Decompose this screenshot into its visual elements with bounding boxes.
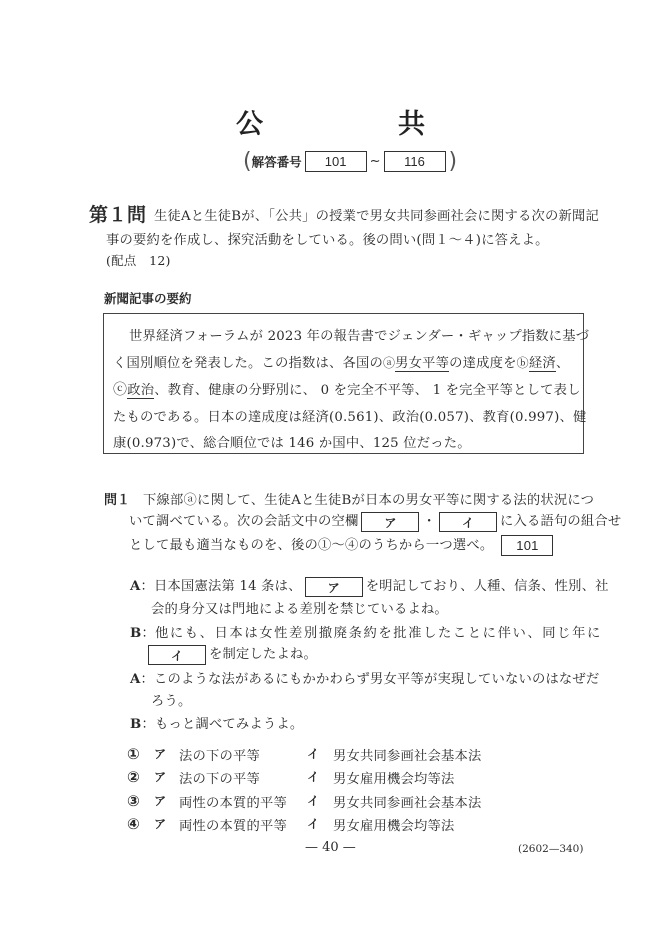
choice-number: ① <box>127 745 140 763</box>
choice-i-text: 男女雇用機会均等法 <box>333 819 455 834</box>
subquestion-label: 問１ <box>104 493 131 508</box>
summary-line-4: たものである。日本の達成度は経済(0.561)、政治(0.057)、教育(0.997)、健 <box>113 410 587 425</box>
choice-i-text: 男女雇用機会均等法 <box>333 772 455 787</box>
choice-a-label: ア <box>154 817 167 831</box>
dialogue-blank-a: ア <box>305 577 363 597</box>
summary-text: 、 <box>555 356 570 371</box>
summary-line-2 <box>113 352 569 371</box>
choice-1[interactable] <box>127 745 482 764</box>
sub-text: いて調べている。次の会話文中の空欄 <box>129 514 359 529</box>
dialogue-text: このような法があるにもかかわらず男女平等が実現していないのはなぜだ <box>154 672 600 687</box>
summary-heading: 新聞記事の要約 <box>104 291 192 306</box>
choice-4[interactable] <box>127 815 455 834</box>
sub-line-3 <box>129 534 556 556</box>
dialogue-blank-i: イ <box>148 645 206 665</box>
mark-c: ⓒ <box>113 382 128 398</box>
speaker-colon: ： <box>141 717 155 732</box>
separator-dot: ・ <box>422 514 436 529</box>
summary-line-5: 康(0.973)で、総合順位では 146 か国中、125 位だった。 <box>113 436 471 451</box>
title-char-1: 公 <box>236 109 263 140</box>
answer-start-box: 101 <box>305 151 367 172</box>
dialogue-line-1 <box>130 575 609 597</box>
dialogue-line-4 <box>130 713 303 732</box>
choice-number: ② <box>127 768 140 786</box>
sub-line-1: 下線部ⓐに関して、生徒Aと生徒Bが日本の男女平等に関する法的状況につ <box>143 493 595 508</box>
speaker-colon: ： <box>140 579 155 594</box>
choice-a-label: ア <box>154 794 167 808</box>
paren-open: ( <box>243 149 252 174</box>
answer-range <box>243 149 457 174</box>
intro-line-2: 事の要約を作成し、探究活動をしている。後の問い(問１～４)に答えよ。 <box>106 233 549 248</box>
summary-text: の達成度を <box>449 356 517 371</box>
sub-line-2 <box>129 510 621 532</box>
page-number: — 40 — <box>305 840 356 855</box>
question-heading: 第１問 <box>89 204 147 226</box>
choice-i-text: 男女共同参画社会基本法 <box>333 796 482 811</box>
summary-line-1: 世界経済フォーラムが 2023 年の報告書でジェンダー・ギャップ指数に基づ <box>129 329 590 344</box>
answer-end-box: 116 <box>384 151 446 172</box>
dialogue-text: を制定したよね。 <box>209 647 317 662</box>
speaker-colon: ： <box>140 672 155 687</box>
choice-i-text: 男女共同参画社会基本法 <box>333 749 482 764</box>
dialogue-text: 他にも、日本は女性差別撤廃条約を批准したことに伴い、同じ年に <box>154 626 602 641</box>
answer-tilde: ~ <box>369 154 381 169</box>
mark-a: ⓐ <box>382 356 396 370</box>
choice-i-label: イ <box>307 794 320 808</box>
dialogue-text: もっと調べてみようよ。 <box>154 717 304 732</box>
dialogue-cont-3: ろう。 <box>151 694 192 709</box>
blank-i: イ <box>439 512 497 532</box>
choice-i-label: イ <box>307 770 320 784</box>
choice-i-label: イ <box>307 817 320 831</box>
speaker-a: A <box>130 579 141 594</box>
dialogue-line-3 <box>130 668 599 687</box>
summary-line-3 <box>113 379 581 399</box>
underline-c: 政治 <box>127 383 155 398</box>
speaker-a: A <box>130 672 141 687</box>
choice-number: ④ <box>127 815 140 833</box>
choice-a-text: 両性の本質的平等 <box>179 796 287 811</box>
speaker-colon: ： <box>141 626 155 641</box>
choice-2[interactable] <box>127 768 455 787</box>
sub-text: として最も適当なものを、後の①～④のうちから一つ選べ。 <box>129 538 494 553</box>
choice-a-label: ア <box>154 747 167 761</box>
dialogue-cont-1: 会的身分又は門地による差別を禁じているよね。 <box>151 602 448 617</box>
choice-number: ③ <box>127 792 140 810</box>
intro-line-1: 生徒Aと生徒Bが、「公共」の授業で男女共同参画社会に関する次の新聞記 <box>154 209 600 224</box>
underline-a: 男女平等 <box>395 356 450 371</box>
blank-a: ア <box>361 512 419 532</box>
choice-3[interactable] <box>127 792 482 811</box>
title-char-2: 共 <box>398 109 425 140</box>
dialogue-cont-2 <box>148 643 317 665</box>
dialogue-text: を明記しており、人種、信条、性別、社 <box>365 579 609 594</box>
answer-label: 解答番号 <box>251 154 302 170</box>
speaker-b: B <box>130 626 142 641</box>
underline-b: 経済 <box>528 356 556 371</box>
summary-text: く国別順位を発表した。この指数は、各国の <box>113 356 383 371</box>
dialogue-line-2 <box>130 622 602 641</box>
choice-a-text: 両性の本質的平等 <box>179 819 287 834</box>
paren-close: ) <box>448 149 458 174</box>
points: (配点 12) <box>106 253 171 268</box>
answer-box-101: 101 <box>501 535 553 556</box>
choice-a-text: 法の下の平等 <box>179 749 260 764</box>
exam-code: (2602—340) <box>518 843 584 855</box>
choice-i-label: イ <box>307 747 320 761</box>
choice-a-text: 法の下の平等 <box>179 772 260 787</box>
sub-text: に入る語句の組合せ <box>499 514 622 529</box>
summary-text: 、教育、健康の分野別に、 0 を完全不平等、 1 を完全平等として表し <box>154 383 581 398</box>
mark-b: ⓑ <box>516 356 529 370</box>
choice-a-label: ア <box>154 770 167 784</box>
speaker-b: B <box>130 717 142 732</box>
dialogue-text: 日本国憲法第 14 条は、 <box>154 579 302 594</box>
